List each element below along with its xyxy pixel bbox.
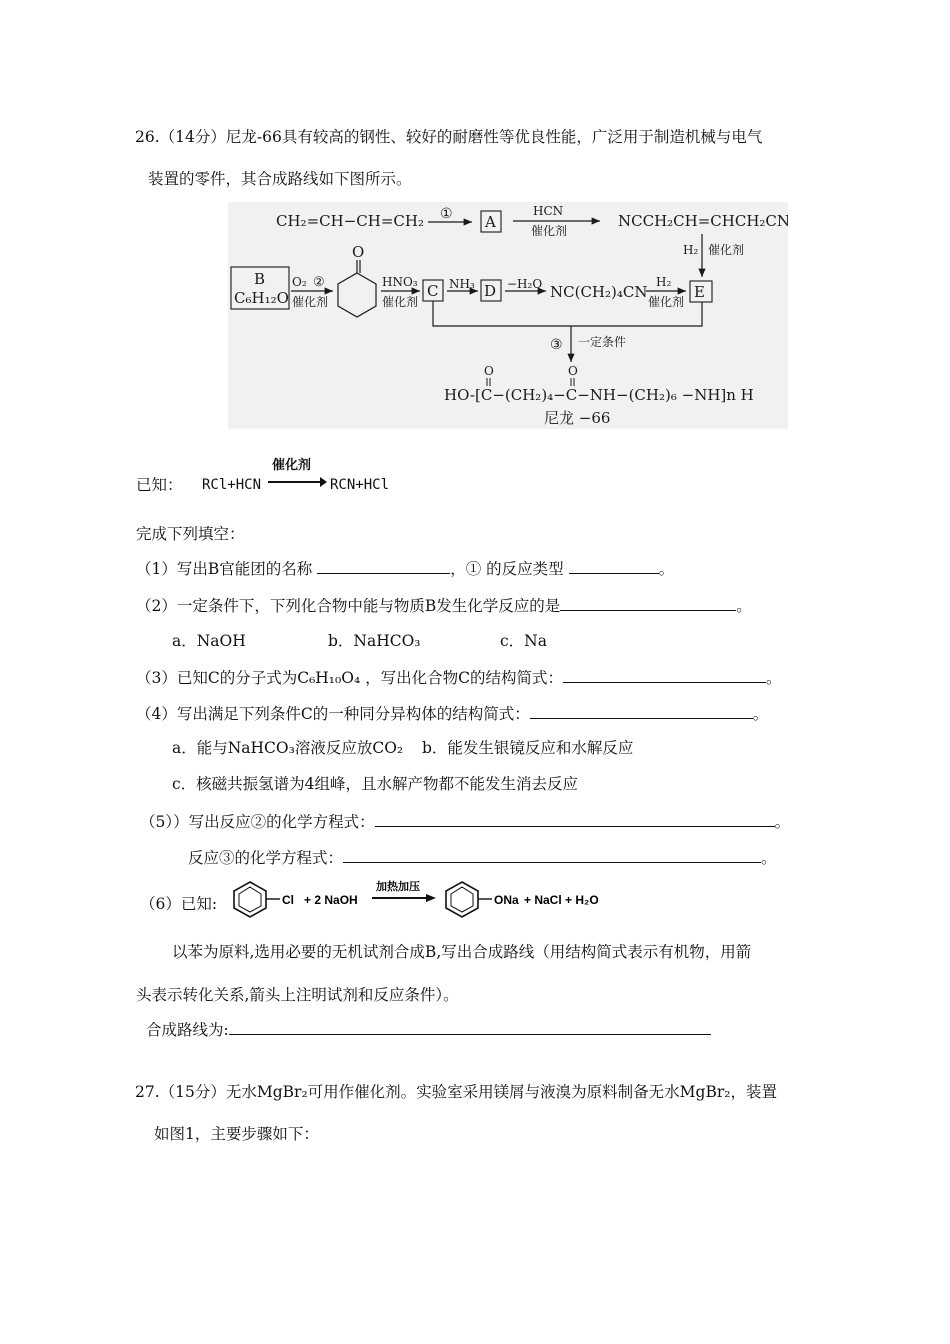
chloro-group: Cl <box>282 893 294 907</box>
nylon-name: 尼龙 −66 <box>544 409 611 427</box>
option-2c: c．Na <box>500 632 547 650</box>
butadiene-formula: CH₂=CH−CH=CH₂ <box>276 212 424 230</box>
byproducts: + NaCl + H₂O <box>524 893 599 907</box>
step2-label: ② <box>313 275 325 290</box>
known-label: 已知： <box>136 476 183 494</box>
catalyst-label-5: 催化剂 <box>648 295 685 309</box>
benzene-inner-reactant <box>239 887 261 912</box>
ketone-oxygen: O <box>352 243 365 261</box>
question-2-end: 。 <box>736 597 752 615</box>
phenoxide-group: ONa <box>494 893 519 907</box>
step3-condition: 一定条件 <box>578 335 627 349</box>
unsaturated-dinitrile: NCCH₂CH=CHCH₂CN <box>618 212 788 230</box>
step3-label: ③ <box>550 337 563 353</box>
option-2a: a．NaOH <box>172 632 246 650</box>
answer-blank-2[interactable] <box>560 595 736 611</box>
question-5b <box>188 847 777 868</box>
question-1-end: 。 <box>658 560 675 578</box>
catalyst-label-1: 催化剂 <box>531 224 568 238</box>
question-5 <box>140 811 790 832</box>
answer-blank-5a[interactable] <box>375 811 775 827</box>
answer-blank-4[interactable] <box>530 703 753 719</box>
catalyst-label-3: 催化剂 <box>292 295 329 309</box>
benzene-inner-product <box>451 887 473 912</box>
q27-line1: 27.（15分）无水MgBr₂可用作催化剂。实验室采用镁屑与液溴为原料制备无水MgBr₂，装置 <box>135 1083 777 1101</box>
compound-c-label: C <box>427 282 439 300</box>
question-6-text-2: 头表示转化关系,箭头上注明试剂和反应条件）。 <box>136 986 459 1004</box>
answer-blank-1a[interactable] <box>317 558 450 574</box>
condition-4b: b．能发生银镜反应和水解反应 <box>422 739 634 757</box>
q27-line2: 如图1，主要步骤如下： <box>154 1125 319 1143</box>
synthesis-route-label: 合成路线为: <box>146 1021 229 1039</box>
compound-b-formula: C₆H₁₂O <box>234 289 289 307</box>
q26-intro-line1: 26.（14分）尼龙-66具有较高的钢性、较好的耐磨性等优良性能，广泛用于制造机械与电气 <box>135 128 763 146</box>
nh3-reagent: NH₃ <box>449 277 475 291</box>
known-products: RCN+HCl <box>330 477 390 493</box>
compound-e-label: E <box>694 283 705 301</box>
answer-blank-1b[interactable] <box>569 558 659 574</box>
question-5-end: 。 <box>774 813 791 831</box>
answer-blank-5b[interactable] <box>343 847 761 863</box>
question-6-label: （6）已知: <box>140 895 218 913</box>
catalyst-label-2: 催化剂 <box>708 243 745 257</box>
h2-reagent-2: H₂ <box>656 275 672 289</box>
condition-4c: c．核磁共振氢谱为4组峰，且水解产物都不能发生消去反应 <box>172 775 579 793</box>
synthesis-route <box>146 1019 711 1040</box>
known-arrow-head <box>320 477 327 487</box>
catalyst-label-4: 催化剂 <box>382 295 419 309</box>
question-3-text: （3）已知C的分子式为C₆H₁₀O₄ ，写出化合物C的结构简式： <box>136 669 563 687</box>
known-catalyst: 催化剂 <box>272 458 312 473</box>
known-arrow <box>268 481 324 483</box>
question-5b-end: 。 <box>761 849 777 867</box>
h2-reagent-1: H₂ <box>683 243 699 257</box>
nylon-structure: HO-[C−(CH₂)₄−C−NH−(CH₂)₆ −NH]n H <box>444 386 754 404</box>
compound-a-label: A <box>485 213 496 231</box>
nylon-carbonyl-o-1: O <box>484 364 494 378</box>
question-2 <box>136 595 752 616</box>
condition-4a: a．能与NaHCO₃溶液反应放CO₂ <box>172 739 404 757</box>
cyclohexanone-ring <box>338 273 376 317</box>
naoh-reagent: + 2 NaOH <box>304 893 358 907</box>
known-reactants: RCl+HCN <box>202 477 262 493</box>
hno3-reagent: HNO₃ <box>382 275 418 289</box>
hcn-reagent: HCN <box>533 204 564 218</box>
o2-reagent: O₂ <box>292 275 307 289</box>
question-1 <box>136 558 674 579</box>
question-1-text-a: （1）写出B官能团的名称 <box>136 560 313 578</box>
instruction: 完成下列填空： <box>136 525 245 543</box>
question-4-text: （4）写出满足下列条件C的一种同分异构体的结构简式： <box>136 705 530 723</box>
compound-b-label: B <box>254 270 266 288</box>
heat-pressure-condition: 加热加压 <box>376 881 420 893</box>
adiponitrile-formula: NC(CH₂)₄CN <box>550 283 648 301</box>
phenol-reaction-equation <box>226 876 626 920</box>
option-2b: b．NaHCO₃ <box>328 632 421 650</box>
question-5b-text: 反应③的化学方程式： <box>188 849 344 867</box>
question-3 <box>136 667 781 688</box>
nylon-synthesis-scheme <box>228 202 788 429</box>
step1-label: ① <box>440 206 453 222</box>
question-6-text-1: 以苯为原料,选用必要的无机试剂合成B,写出合成路线（用结构简式表示有机物，用箭 <box>172 943 752 961</box>
dehydration-label: −H₂O <box>507 277 543 291</box>
answer-blank-3[interactable] <box>563 667 766 683</box>
question-2-text: （2）一定条件下，下列化合物中能与物质B发生化学反应的是 <box>136 597 561 615</box>
question-3-end: 。 <box>765 669 782 687</box>
question-1-text-b: ，① 的反应类型 <box>450 560 564 578</box>
answer-blank-6[interactable] <box>229 1019 711 1035</box>
question-4 <box>136 703 768 724</box>
nylon-carbonyl-o-2: O <box>568 364 578 378</box>
question-4-end: 。 <box>752 705 769 723</box>
question-5-text: （5））写出反应②的化学方程式： <box>140 813 375 831</box>
compound-d-label: D <box>484 282 497 300</box>
q26-intro-line2: 装置的零件，其合成路线如下图所示。 <box>148 170 412 188</box>
